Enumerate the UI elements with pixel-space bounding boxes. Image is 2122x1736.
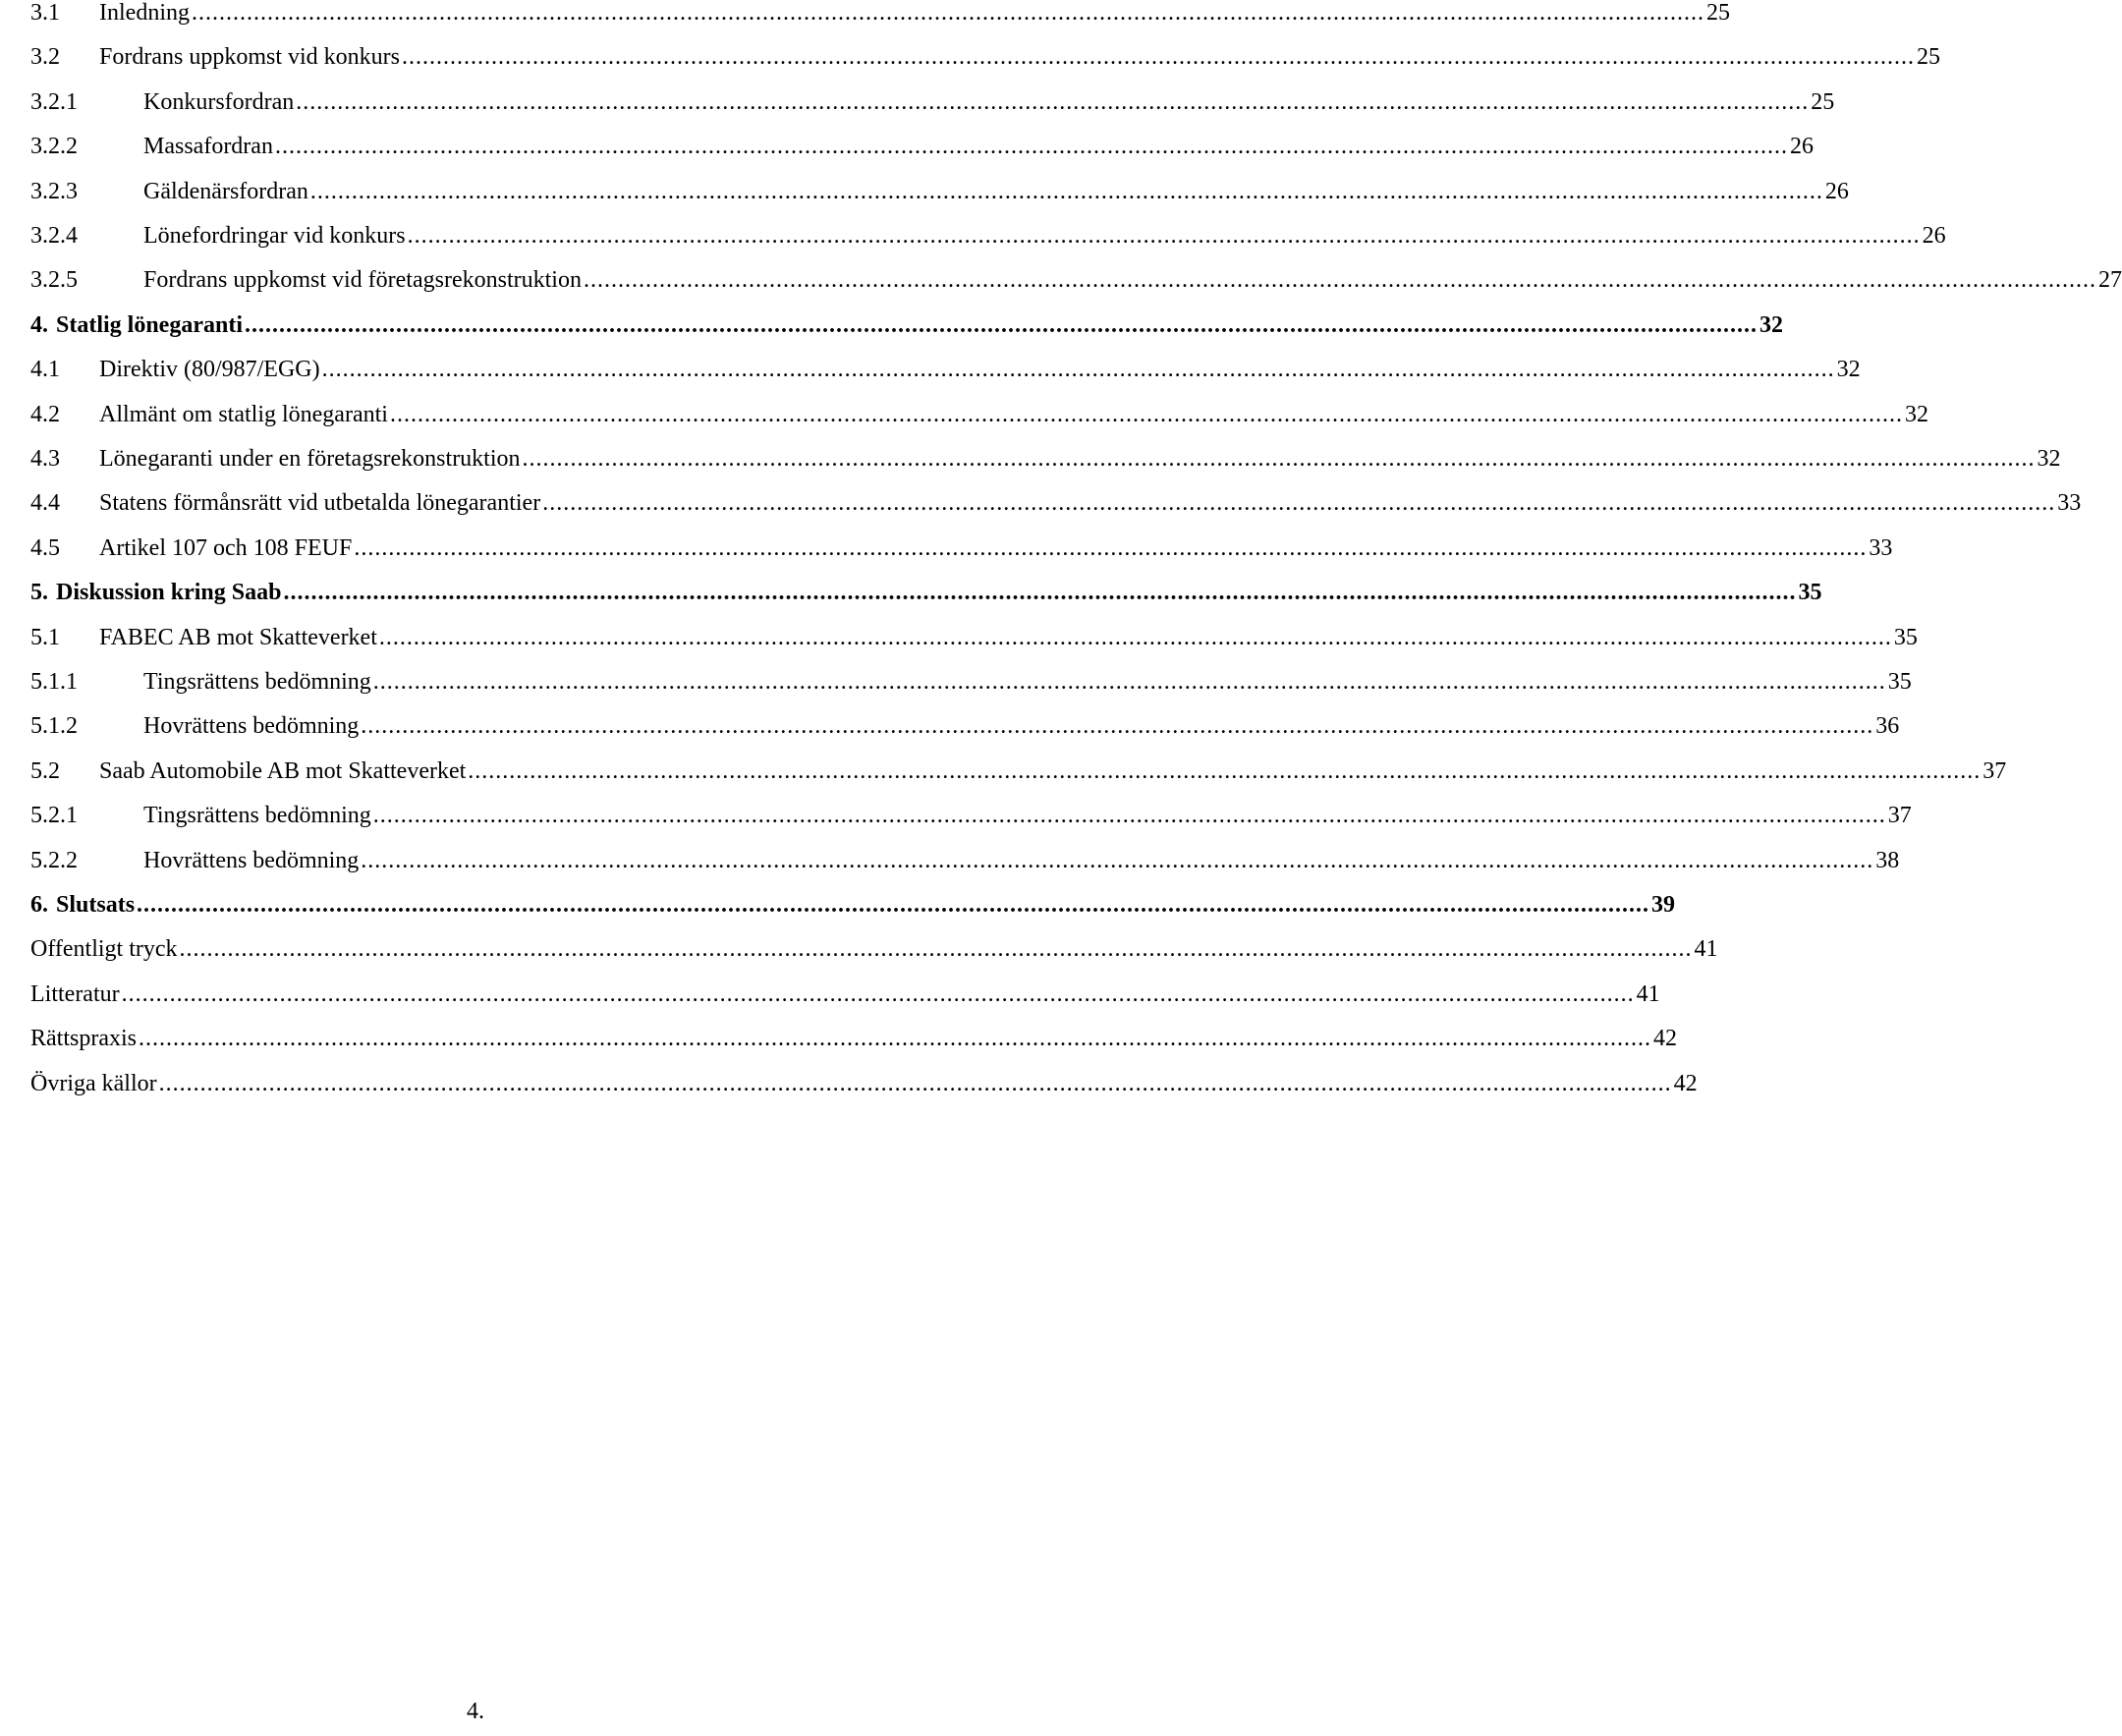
dot-leader: ............................................................................................................................................................................................................................ bbox=[378, 624, 1892, 650]
toc-entry-page: 37 bbox=[1982, 757, 2007, 784]
toc-entry[interactable] bbox=[0, 83, 1835, 122]
toc-entry-number: 5. bbox=[30, 580, 48, 606]
toc-entry-title: Tingsrättens bedömning bbox=[143, 803, 371, 829]
toc-entry[interactable] bbox=[0, 929, 1718, 969]
toc-entry-title: Saab Automobile AB mot Skatteverket bbox=[99, 757, 467, 784]
toc-entry-page: 25 bbox=[1811, 88, 1835, 115]
toc-entry-page: 27 bbox=[2097, 267, 2122, 294]
toc-entry-number: 5.1.2 bbox=[30, 713, 78, 740]
toc-entry-title: Tingsrättens bedömning bbox=[143, 669, 371, 695]
toc-entry-page: 32 bbox=[1904, 401, 1928, 427]
dot-leader: ............................................................................................................................................................................................................................ bbox=[542, 490, 2056, 517]
page-number: 4. bbox=[467, 1699, 484, 1724]
toc-entry-page: 32 bbox=[1759, 311, 1783, 338]
dot-leader: ............................................................................................................................................................................................................................ bbox=[389, 401, 1903, 427]
toc-entry[interactable] bbox=[0, 1064, 1698, 1103]
toc-entry-page: 26 bbox=[1922, 223, 1946, 249]
toc-entry-number: 5.2 bbox=[30, 757, 60, 784]
toc-entry-title: Övriga källor bbox=[30, 1070, 157, 1096]
toc-entry-title: Massafordran bbox=[143, 134, 273, 160]
toc-entry-page: 32 bbox=[1836, 357, 1861, 383]
toc-entry-title: Statlig lönegaranti bbox=[56, 311, 243, 338]
toc-entry[interactable] bbox=[0, 483, 2082, 523]
toc-entry[interactable] bbox=[0, 752, 2007, 791]
toc-entry-number: 3.2.4 bbox=[30, 223, 78, 249]
toc-entry-page: 26 bbox=[1824, 178, 1849, 204]
toc-entry-page: 36 bbox=[1875, 713, 1900, 740]
toc-entry-number: 3.2.3 bbox=[30, 178, 78, 204]
toc-entry[interactable] bbox=[0, 662, 1912, 701]
toc-entry-title: Offentligt tryck bbox=[30, 936, 178, 963]
toc-entry[interactable] bbox=[0, 439, 2061, 478]
toc-entry-page: 35 bbox=[1893, 624, 1918, 650]
toc-entry[interactable] bbox=[0, 841, 1900, 880]
dot-leader: ............................................................................................................................................................................................................................ bbox=[522, 446, 2036, 472]
toc-entry-title: Allmänt om statlig lönegaranti bbox=[99, 401, 388, 427]
toc-entry-title: Hovrättens bedömning bbox=[143, 847, 360, 873]
toc-entry-page: 25 bbox=[1917, 44, 1940, 71]
dot-leader: ............................................................................................................................................................................................................................ bbox=[283, 580, 1797, 606]
toc-entry[interactable] bbox=[0, 1019, 1677, 1058]
toc-entry-title: Slutsats bbox=[56, 892, 136, 918]
dot-leader: ............................................................................................................................................................................................................................ bbox=[121, 980, 1635, 1007]
toc-entry-page: 25 bbox=[1705, 0, 1730, 26]
toc-entry-title: Rättspraxis bbox=[30, 1026, 137, 1052]
toc-entry[interactable] bbox=[0, 37, 1940, 77]
toc-entry-title: Artikel 107 och 108 FEUF bbox=[99, 534, 353, 561]
toc-entry-number: 4.2 bbox=[30, 401, 60, 427]
dot-leader: ............................................................................................................................................................................................................................ bbox=[361, 847, 1874, 873]
toc-entry-page: 37 bbox=[1887, 803, 1912, 829]
toc-entry-page: 38 bbox=[1875, 847, 1900, 873]
toc-entry-title: Konkursfordran bbox=[143, 88, 295, 115]
toc-entry[interactable] bbox=[0, 529, 1893, 568]
toc-entry-title: Inledning bbox=[99, 0, 190, 26]
toc-entry[interactable] bbox=[0, 573, 1822, 612]
toc-entry-page: 42 bbox=[1653, 1026, 1677, 1052]
toc-entry-number: 4.1 bbox=[30, 357, 60, 383]
toc-entry-number: 3.1 bbox=[30, 0, 60, 26]
toc-entry-title: Diskussion kring Saab bbox=[56, 580, 282, 606]
dot-leader: ............................................................................................................................................................................................................................ bbox=[583, 267, 2096, 294]
toc-entry-number: 5.2.2 bbox=[30, 847, 78, 873]
dot-leader: ............................................................................................................................................................................................................................ bbox=[372, 669, 1886, 695]
toc-entry-title: Hovrättens bedömning bbox=[143, 713, 360, 740]
toc-entry[interactable] bbox=[0, 260, 2122, 300]
toc-entry-page: 35 bbox=[1887, 669, 1912, 695]
toc-entry-number: 4. bbox=[30, 311, 48, 338]
toc-entry-title: FABEC AB mot Skatteverket bbox=[99, 624, 377, 650]
toc-entry-page: 33 bbox=[2057, 490, 2082, 517]
toc-entry[interactable] bbox=[0, 975, 1660, 1014]
dot-leader: ............................................................................................................................................................................................................................ bbox=[372, 803, 1886, 829]
toc-entry-number: 3.2.1 bbox=[30, 88, 78, 115]
toc-entry-number: 5.1 bbox=[30, 624, 60, 650]
dot-leader: ............................................................................................................................................................................................................................ bbox=[309, 178, 1823, 204]
dot-leader: ............................................................................................................................................................................................................................ bbox=[407, 223, 1921, 249]
toc-entry-page: 41 bbox=[1694, 936, 1718, 963]
dot-leader: ............................................................................................................................................................................................................................ bbox=[354, 534, 1868, 561]
dot-leader: ............................................................................................................................................................................................................................ bbox=[139, 1026, 1651, 1052]
toc-entry-number: 5.1.1 bbox=[30, 669, 78, 695]
toc-entry-number: 4.5 bbox=[30, 534, 60, 561]
dot-leader: ............................................................................................................................................................................................................................ bbox=[402, 44, 1915, 71]
toc-entry[interactable] bbox=[0, 172, 1849, 211]
toc-entry[interactable] bbox=[0, 796, 1912, 835]
dot-leader: ............................................................................................................................................................................................................................ bbox=[179, 936, 1693, 963]
toc-entry-title: Direktiv (80/987/EGG) bbox=[99, 357, 320, 383]
toc-entry[interactable] bbox=[0, 395, 1928, 434]
toc-entry-title: Statens förmånsrätt vid utbetalda lönegarantier bbox=[99, 490, 541, 517]
toc-entry-number: 3.2.2 bbox=[30, 134, 78, 160]
dot-leader: ............................................................................................................................................................................................................................ bbox=[274, 134, 1788, 160]
dot-leader: ............................................................................................................................................................................................................................ bbox=[137, 892, 1650, 918]
toc-entry-title: Fordrans uppkomst vid konkurs bbox=[99, 44, 400, 71]
dot-leader: ............................................................................................................................................................................................................................ bbox=[321, 357, 1835, 383]
toc-entry[interactable] bbox=[0, 127, 1814, 166]
toc-entry[interactable] bbox=[0, 0, 1730, 32]
dot-leader: ............................................................................................................................................................................................................................ bbox=[245, 311, 1758, 338]
toc-entry-page: 42 bbox=[1673, 1070, 1698, 1096]
toc-entry[interactable] bbox=[0, 306, 1783, 345]
toc-entry-page: 26 bbox=[1789, 134, 1814, 160]
toc-entry-page: 41 bbox=[1636, 980, 1660, 1007]
toc-entry-number: 3.2.5 bbox=[30, 267, 78, 294]
toc-entry-number: 5.2.1 bbox=[30, 803, 78, 829]
dot-leader: ............................................................................................................................................................................................................................ bbox=[158, 1070, 1672, 1096]
toc-entry-page: 32 bbox=[2037, 446, 2061, 472]
toc-entry-title: Fordrans uppkomst vid företagsrekonstruktion bbox=[143, 267, 582, 294]
toc-entry-number: 4.4 bbox=[30, 490, 60, 517]
toc-entry[interactable] bbox=[0, 618, 1918, 657]
toc-entry[interactable] bbox=[0, 885, 1676, 924]
toc-entry-page: 33 bbox=[1869, 534, 1893, 561]
dot-leader: ............................................................................................................................................................................................................................ bbox=[296, 88, 1810, 115]
toc-entry-title: Lönegaranti under en företagsrekonstruktion bbox=[99, 446, 521, 472]
toc-entry-page: 39 bbox=[1651, 892, 1676, 918]
toc-entry-number: 4.3 bbox=[30, 446, 60, 472]
dot-leader: ............................................................................................................................................................................................................................ bbox=[361, 713, 1874, 740]
toc-entry-page: 35 bbox=[1798, 580, 1822, 606]
toc-entry[interactable] bbox=[0, 706, 1900, 746]
dot-leader: ............................................................................................................................................................................................................................ bbox=[191, 0, 1704, 26]
toc-entry[interactable] bbox=[0, 216, 1946, 255]
toc-entry-number: 6. bbox=[30, 892, 48, 918]
toc-entry[interactable] bbox=[0, 350, 1861, 389]
toc-entry-title: Gäldenärsfordran bbox=[143, 178, 308, 204]
toc-entry-title: Litteratur bbox=[30, 980, 120, 1007]
toc-entry-number: 3.2 bbox=[30, 44, 60, 71]
dot-leader: ............................................................................................................................................................................................................................ bbox=[468, 757, 1982, 784]
toc-entry-title: Lönefordringar vid konkurs bbox=[143, 223, 406, 249]
